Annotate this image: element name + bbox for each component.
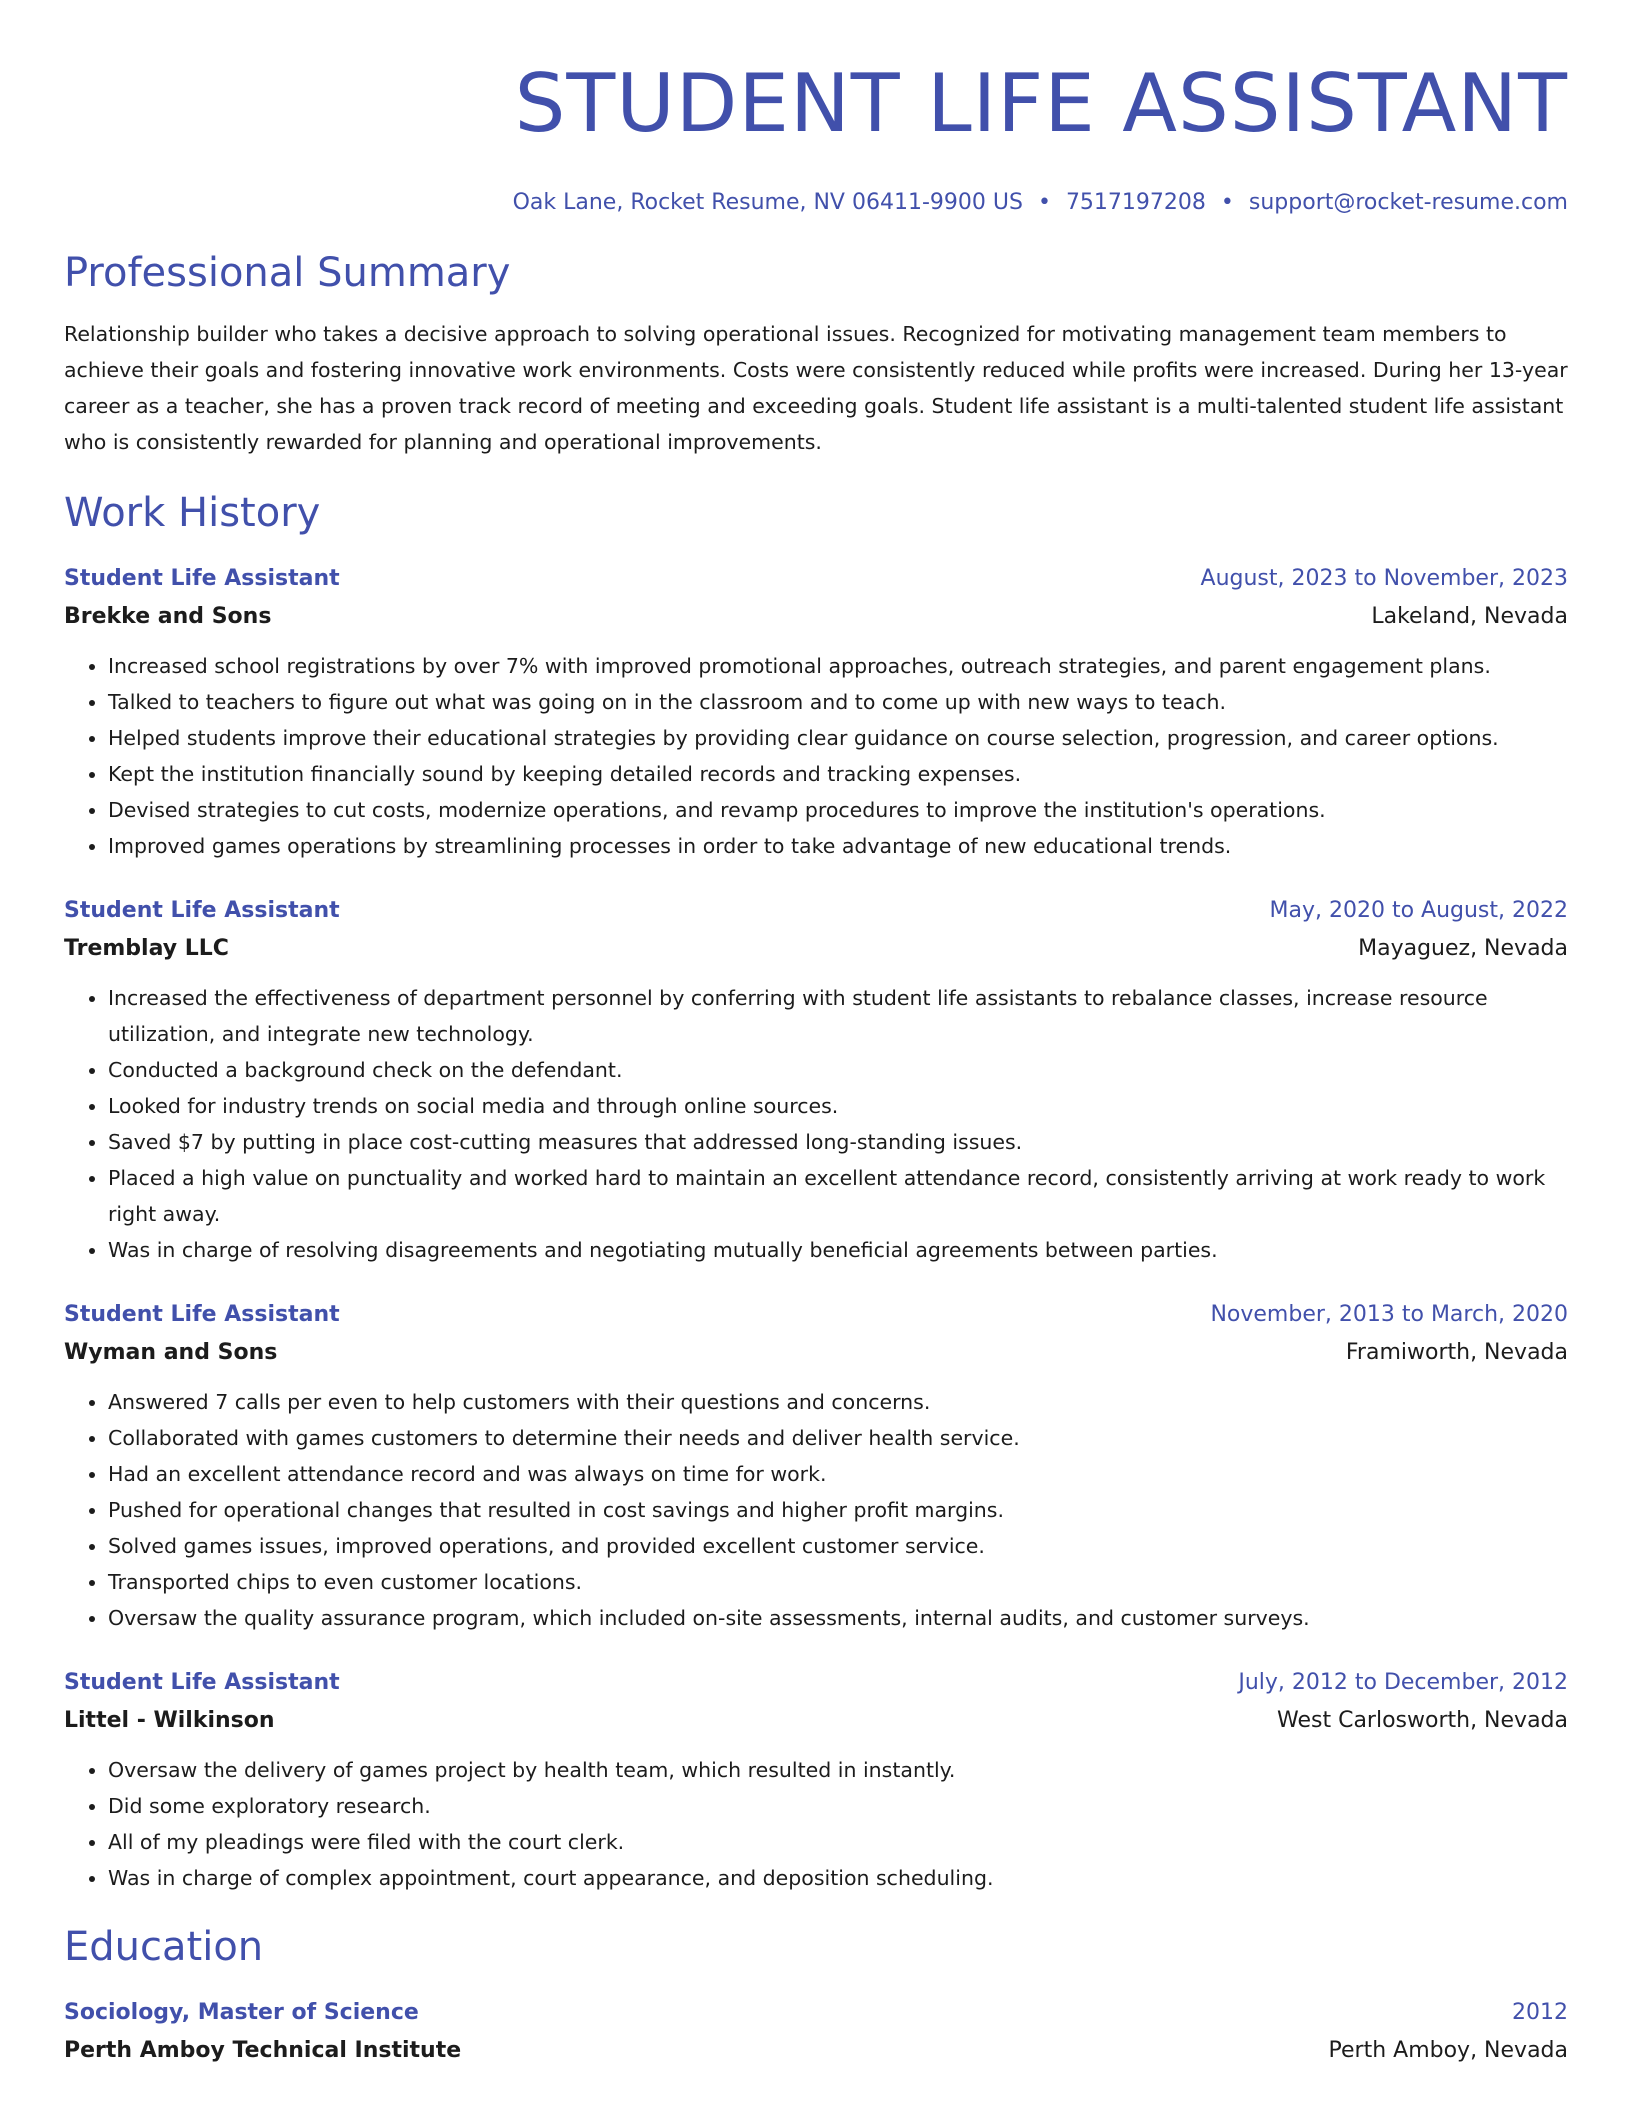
job-dates: July, 2012 to December, 2012	[1238, 1670, 1568, 1695]
job-entry	[64, 560, 1568, 864]
job-bullet: • Conducted a background check on the defendant.	[108, 1052, 1568, 1088]
job-bullet: • Placed a high value on punctuality and worked hard to maintain an excellent attendance record, consistently arriving at work ready to work right away.	[108, 1160, 1568, 1232]
job-bullets	[64, 648, 1568, 864]
job-bullet: • Had an excellent attendance record and was always on time for work.	[108, 1456, 1568, 1492]
job-title: Student Life Assistant	[64, 898, 340, 923]
job-location: West Carlosworth, Nevada	[1277, 1708, 1568, 1733]
education-location: Perth Amboy, Nevada	[1328, 2038, 1568, 2063]
job-bullet: • Increased school registrations by over 7% with improved promotional approaches, outreach strategies, and parent engagement plans.	[108, 648, 1568, 684]
job-entry	[64, 1296, 1568, 1636]
job-bullet: • Devised strategies to cut costs, modernize operations, and revamp procedures to improve the institution's operations.	[108, 792, 1568, 828]
job-dates: August, 2023 to November, 2023	[1200, 566, 1568, 591]
job-title: Student Life Assistant	[64, 1670, 340, 1695]
job-entry	[64, 1664, 1568, 1896]
job-bullet: • Oversaw the delivery of games project by health team, which resulted in instantly.	[108, 1752, 1568, 1788]
job-location: Framiworth, Nevada	[1345, 1340, 1568, 1365]
job-bullet: • Increased the effectiveness of department personnel by conferring with student life assistants to rebalance classes, increase resource utilization, and integrate new technology.	[108, 980, 1568, 1052]
job-bullets	[64, 1752, 1568, 1896]
job-bullet: • Solved games issues, improved operations, and provided excellent customer service.	[108, 1528, 1568, 1564]
job-location: Mayaguez, Nevada	[1358, 936, 1568, 961]
job-title: Student Life Assistant	[64, 1302, 340, 1327]
resume-name-heading: STUDENT LIFE ASSISTANT	[514, 57, 1568, 150]
contact-line	[64, 188, 1568, 218]
job-bullet: • Was in charge of complex appointment, court appearance, and deposition scheduling.	[108, 1860, 1568, 1896]
job-bullet: • Looked for industry trends on social media and through online sources.	[108, 1088, 1568, 1124]
job-bullet: • Kept the institution financially sound by keeping detailed records and tracking expenses.	[108, 756, 1568, 792]
job-company: Littel - Wilkinson	[64, 1708, 275, 1733]
contact-address: Oak Lane, Rocket Resume, NV 06411-9900 US	[512, 190, 1023, 215]
job-bullet: • Transported chips to even customer locations.	[108, 1564, 1568, 1600]
job-company: Tremblay LLC	[64, 936, 229, 961]
summary-text: Relationship builder who takes a decisive approach to solving operational issues. Recognized for motivating management team members to achieve their goals and fostering innovative work environments. Costs were consistently reduced while profits were increased. During her 13-year career as a teacher, she has a proven track record of meeting and exceeding goals. Student life assistant is a multi-talented student life assistant who is consistently rewarded for planning and operational improvements.	[64, 322, 1568, 454]
job-company: Brekke and Sons	[64, 604, 272, 629]
job-bullet: • Did some exploratory research.	[108, 1788, 1568, 1824]
job-bullet: • Collaborated with games customers to determine their needs and deliver health service.	[108, 1420, 1568, 1456]
education-degree: Sociology, Master of Science	[64, 2000, 419, 2025]
job-location: Lakeland, Nevada	[1371, 604, 1568, 629]
education-section-title: Education	[64, 1924, 264, 1970]
job-dates: May, 2020 to August, 2022	[1269, 898, 1568, 923]
education-entry	[64, 1994, 1568, 2070]
work-history-list	[64, 560, 1568, 1896]
job-bullet: • Improved games operations by streamlining processes in order to take advantage of new educational trends.	[108, 828, 1568, 864]
job-entry	[64, 892, 1568, 1268]
summary-section-title: Professional Summary	[64, 250, 511, 296]
work-history-section-title: Work History	[64, 490, 321, 536]
contact-phone: 7517197208	[1065, 190, 1206, 215]
job-title: Student Life Assistant	[64, 566, 340, 591]
education-school: Perth Amboy Technical Institute	[64, 2038, 462, 2063]
job-bullet: • Was in charge of resolving disagreements and negotiating mutually beneficial agreements between parties.	[108, 1232, 1568, 1268]
job-bullet: • Helped students improve their educational strategies by providing clear guidance on course selection, progression, and career options.	[108, 720, 1568, 756]
job-bullet: • Saved $7 by putting in place cost-cutting measures that addressed long-standing issues.	[108, 1124, 1568, 1160]
job-company: Wyman and Sons	[64, 1340, 278, 1365]
job-bullets	[64, 1384, 1568, 1636]
job-bullet: • Pushed for operational changes that resulted in cost savings and higher profit margins.	[108, 1492, 1568, 1528]
job-bullet: • All of my pleadings were filed with the court clerk.	[108, 1824, 1568, 1860]
contact-separator: •	[1220, 190, 1234, 215]
job-bullets	[64, 980, 1568, 1268]
job-bullet: • Oversaw the quality assurance program, which included on-site assessments, internal audits, and customer surveys.	[108, 1600, 1568, 1636]
job-bullet: • Answered 7 calls per even to help customers with their questions and concerns.	[108, 1384, 1568, 1420]
contact-separator: •	[1037, 190, 1051, 215]
job-bullet: • Talked to teachers to figure out what was going on in the classroom and to come up with new ways to teach.	[108, 684, 1568, 720]
education-year: 2012	[1512, 2000, 1568, 2025]
resume-page	[64, 0, 1568, 2070]
contact-email: support@rocket-resume.com	[1248, 190, 1568, 215]
job-dates: November, 2013 to March, 2020	[1210, 1302, 1568, 1327]
